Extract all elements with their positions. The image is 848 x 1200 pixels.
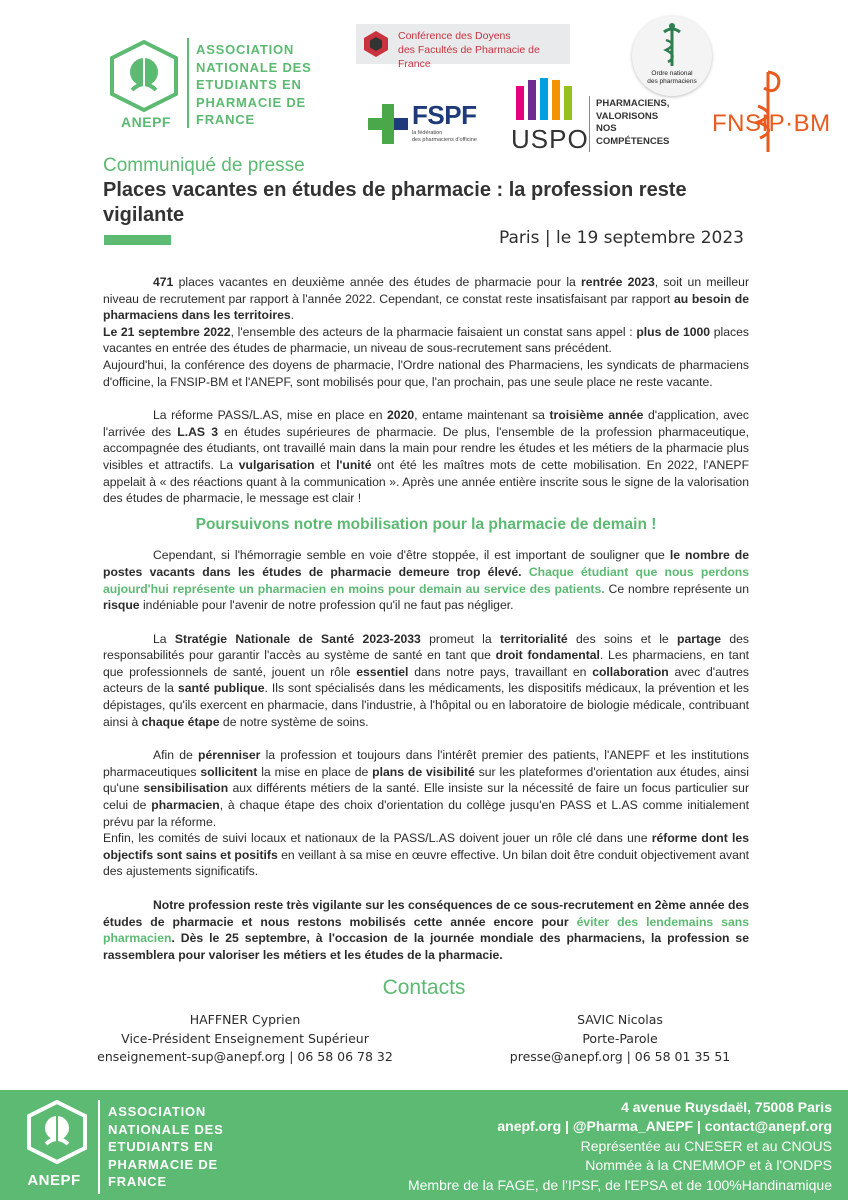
text: Notre profession reste très vigilante sur les conséquences de ce sous-recrutement en 2ème année des études de pharmacie et nous restons mobilisés cette année encore pour	[103, 898, 749, 929]
text-bold: le nombre de postes vacants dans les études de pharmacie demeure trop élevé.	[103, 548, 750, 579]
text: Afin de	[153, 748, 199, 763]
title-accent-bar	[104, 235, 171, 245]
text: .	[290, 308, 295, 323]
contact-details[interactable]: presse@anepf.org | 06 58 01 35 51	[509, 1049, 731, 1064]
press-label: Communiqué de presse	[103, 155, 305, 176]
fspf-sub-line: des pharmaciens d'officine	[412, 137, 477, 143]
paragraph	[103, 631, 749, 731]
text-bold: pérenniser	[198, 748, 261, 763]
text: Cependant, si l'hémorragie semble en voie d'être stoppée, il est important de souligner que	[153, 548, 670, 563]
contact-role: Vice-Président Enseignement Supérieur	[121, 1030, 369, 1046]
footer-name-line: NATIONALE DES	[108, 1121, 224, 1137]
contact-card	[470, 1011, 770, 1067]
anepf-name	[196, 41, 312, 129]
text-bold: plus de 1000	[636, 324, 711, 339]
anepf-name-line: ETUDIANTS EN	[196, 77, 302, 92]
contact-role: Porte-Parole	[582, 1030, 658, 1046]
fspf-sub	[412, 130, 477, 144]
text: en veillant à sa mise en œuvre effective. Un bilan doit être conduit objectivement avant des ajustements significatifs.	[103, 847, 750, 879]
text-bold: L.AS 3	[177, 424, 218, 439]
text: . Les pharmaciens, en tant que professionnels de santé, jouent un rôle	[103, 648, 749, 679]
text: aux différents métiers de la santé. Elle insiste sur la nécessité de faire un focus particulier sur celui de	[103, 781, 749, 813]
date-line: Paris | le 19 septembre 2023	[499, 228, 744, 248]
contact-details[interactable]: enseignement-sup@anepf.org | 06 58 06 78 32	[97, 1049, 393, 1064]
text: dans notre pays, travaillant en	[408, 664, 593, 679]
text-bold: territorialité	[499, 631, 568, 646]
contact-card	[80, 1011, 410, 1067]
text: des responsabilités pour garantir l'accès au système de santé en tant que	[103, 631, 750, 663]
footer-line: Nommée à la CNEMMOP et à l'ONDPS	[585, 1157, 832, 1174]
uspo-tagline	[596, 98, 680, 148]
page-title: Places vacantes en études de pharmacie : la profession reste vigilante	[103, 179, 687, 226]
spacer	[103, 880, 749, 897]
fnsip-logo	[712, 66, 831, 156]
text: avec d'autres acteurs de la	[103, 664, 750, 696]
text-bold: vulgarisation	[238, 457, 315, 472]
paragraph	[103, 274, 749, 324]
text-bold: risque	[103, 598, 140, 613]
paragraph: Aujourd'hui, la conférence des doyens de pharmacie, l'Ordre national des Pharmaciens, les syndicats de pharmaciens d'officine, la FNSIP-BM et l'ANEPF, sont mobilisés pour que, l'an prochain, pas une seule place ne reste vacante.	[103, 357, 749, 389]
footer-name-line: FRANCE	[108, 1174, 167, 1189]
footer-line: Membre de la FAGE, de l'IPSF, de l'EPSA et de 100%Handinamique	[407, 1176, 832, 1193]
anepf-separator	[187, 38, 189, 128]
text-bold: Stratégie Nationale de Santé 2023-2033	[174, 631, 421, 646]
text: Enfin, les comités de suivi locaux et nationaux de la PASS/L.AS doivent jouer un rôle clé dans une	[103, 831, 652, 846]
uspo-bars-icon	[510, 78, 586, 124]
contacts-title: Contacts	[382, 976, 466, 999]
caduceus-icon	[654, 22, 690, 68]
text-bold: plans de visibilité	[372, 764, 475, 779]
paragraph	[103, 747, 749, 830]
text: en études supérieures de pharmacie. De plus, l'ensemble de la profession pharmaceutique, accompagnée des étudiants, ont travaillé main dans la main pour rendre les études et les métiers de la pharmacie plus visibles et attractifs. La	[103, 424, 749, 472]
text-bold: 471	[153, 275, 174, 289]
contact-name: SAVIC Nicolas	[577, 1012, 663, 1027]
ordre-line: Ordre national	[651, 70, 693, 77]
text: places vacantes en entrée des études de pharmacie, un niveau de sous-recrutement sans précédent.	[103, 324, 749, 356]
text	[522, 565, 529, 579]
footer-info	[408, 1098, 832, 1195]
text-bold: rentrée 2023	[581, 275, 655, 289]
text: La réforme PASS/L.AS, mise en place en	[153, 408, 388, 423]
footer-separator	[98, 1100, 100, 1194]
text-bold: l'unité	[336, 457, 372, 472]
spacer	[103, 730, 749, 747]
text-bold: droit fondamental	[495, 648, 600, 663]
spacer	[103, 390, 749, 407]
text: Ce nombre représente un	[604, 581, 749, 596]
text: la profession et toujours dans l'intérêt premier des patients, l'ANEPF et les institutions pharmaceutiques	[103, 748, 749, 779]
footer-anepf-name	[108, 1103, 224, 1191]
paragraph	[103, 324, 749, 357]
text: , l'ensemble des acteurs de la pharmacie faisaient un constat sans appel :	[230, 324, 637, 339]
anepf-name-line: FRANCE	[196, 112, 255, 127]
paragraph	[103, 897, 749, 963]
text: sur les plateformes d'orientation aux études, ainsi qu'une	[103, 764, 749, 796]
text-bold: 2020	[387, 408, 415, 423]
subheading: Poursuivons notre mobilisation pour la pharmacie de demain !	[195, 515, 657, 533]
text-bold: Le 21 septembre 2022	[103, 324, 231, 339]
text: La	[153, 631, 175, 646]
uspo-logo	[500, 78, 680, 156]
text: d'application, avec l'arrivée des	[103, 408, 749, 439]
anepf-logo	[104, 38, 354, 130]
footer	[0, 1090, 848, 1200]
fspf-word: FSPF	[412, 100, 477, 130]
text-bold: sensibilisation	[143, 781, 229, 796]
text-bold: partage	[677, 631, 722, 646]
text: promeut la	[420, 631, 500, 646]
text-bold: troisième année	[549, 408, 644, 423]
text: , soit un meilleur niveau de recrutement par rapport à l'année 2022. Cependant, ce constat reste insatisfaisant par rapport	[103, 275, 749, 306]
text-bold: au besoin de pharmaciens dans les territoires	[103, 291, 749, 323]
fspf-logo	[368, 100, 488, 146]
spacer	[103, 614, 749, 631]
uspo-line: PHARMACIENS,	[596, 98, 670, 109]
text-highlight: éviter des lendemains sans pharmacien	[103, 914, 749, 946]
fspf-cross-icon	[368, 104, 408, 144]
text: . Ils sont spécialisés dans les médicaments, les dispositifs médicaux, la prévention et les dépistages, qu'ils exercent en pharmacie, dans l'industrie, à l'hôpital ou en laboratoire de biologie médicale, contribuant ainsi à	[103, 681, 750, 729]
doyens-logo	[356, 24, 570, 70]
text: et	[314, 457, 337, 472]
paragraph	[103, 407, 749, 507]
doyens-line: Conférence des Doyens	[398, 30, 511, 42]
doyens-mark-icon	[362, 30, 390, 58]
doyens-line: des Facultés de Pharmacie de France	[398, 44, 540, 70]
contact-name: HAFFNER Cyprien	[189, 1012, 301, 1027]
footer-name-line: ETUDIANTS EN	[108, 1139, 214, 1154]
text: de notre système de soins.	[219, 714, 369, 729]
text: . Dès le 25 septembre, à l'occasion de la journée mondiale des pharmaciens, la profession se rassemblera pour valoriser les métiers et les études de la pharmacie.	[103, 931, 749, 962]
text-highlight: Chaque étudiant que nous perdons aujourd'hui représente un pharmacien en moins pour demain au service des patients.	[103, 564, 749, 596]
anepf-acronym: ANEPF	[121, 114, 171, 130]
footer-links[interactable]: anepf.org | @Pharma_ANEPF | contact@anepf.org	[497, 1118, 832, 1135]
paragraph	[103, 830, 749, 880]
anepf-emblem-icon	[22, 1098, 92, 1178]
text: , à chaque étape des choix d'orientation du collège jusqu'en PASS et L.AS comme initialement prévu par la réforme.	[103, 798, 749, 829]
text-bold: collaboration	[592, 664, 669, 679]
text-bold: santé publique	[177, 681, 265, 696]
uspo-word: USPO	[511, 124, 589, 154]
text-bold: réforme dont les objectifs sont sains et positifs	[103, 831, 749, 862]
footer-line: Représentée au CNESER et au CNOUS	[580, 1137, 832, 1154]
text: la mise en place de	[257, 764, 373, 779]
text-bold: pharmacien	[151, 798, 220, 813]
anepf-name-line: ASSOCIATION	[196, 42, 295, 57]
footer-acronym: ANEPF	[27, 1172, 81, 1189]
text-bold: sollicitent	[200, 764, 258, 779]
fspf-sub-line: la fédération	[412, 130, 443, 136]
footer-name-line: PHARMACIE DE	[108, 1156, 218, 1172]
uspo-line: VALORISONS	[596, 110, 659, 122]
fnsip-word: FNSIP·BM	[712, 110, 831, 137]
paragraph	[103, 547, 749, 613]
doyens-text	[398, 29, 570, 71]
footer-name-line: ASSOCIATION	[108, 1104, 207, 1119]
uspo-line: NOS COMPÉTENCES	[596, 123, 670, 147]
text: places vacantes en deuxième année des études de pharmacie pour la	[173, 275, 582, 289]
text: indéniable pour l'avenir de notre profession qu'il ne faut pas négliger.	[139, 598, 514, 613]
anepf-name-line: NATIONALE DES	[196, 59, 312, 75]
text-bold: essentiel	[356, 664, 409, 679]
text: ont été les maîtres mots de cette mobilisation. En 2022, l'ANEPF appelait à « des réactions quant à la communication ». Après une année entière inscrite sous le signe de la valorisation des études de pharmacie, le message est clair !	[103, 457, 750, 506]
footer-address: 4 avenue Ruysdaël, 75008 Paris	[621, 1099, 832, 1115]
text: , entame maintenant sa	[414, 408, 550, 423]
uspo-separator	[589, 96, 590, 152]
ordre-line: des pharmaciens	[647, 78, 697, 85]
press-body	[103, 274, 749, 963]
anepf-name-line: PHARMACIE DE	[196, 94, 306, 110]
text-bold: chaque étape	[141, 714, 220, 729]
text: des soins et le	[567, 631, 678, 646]
